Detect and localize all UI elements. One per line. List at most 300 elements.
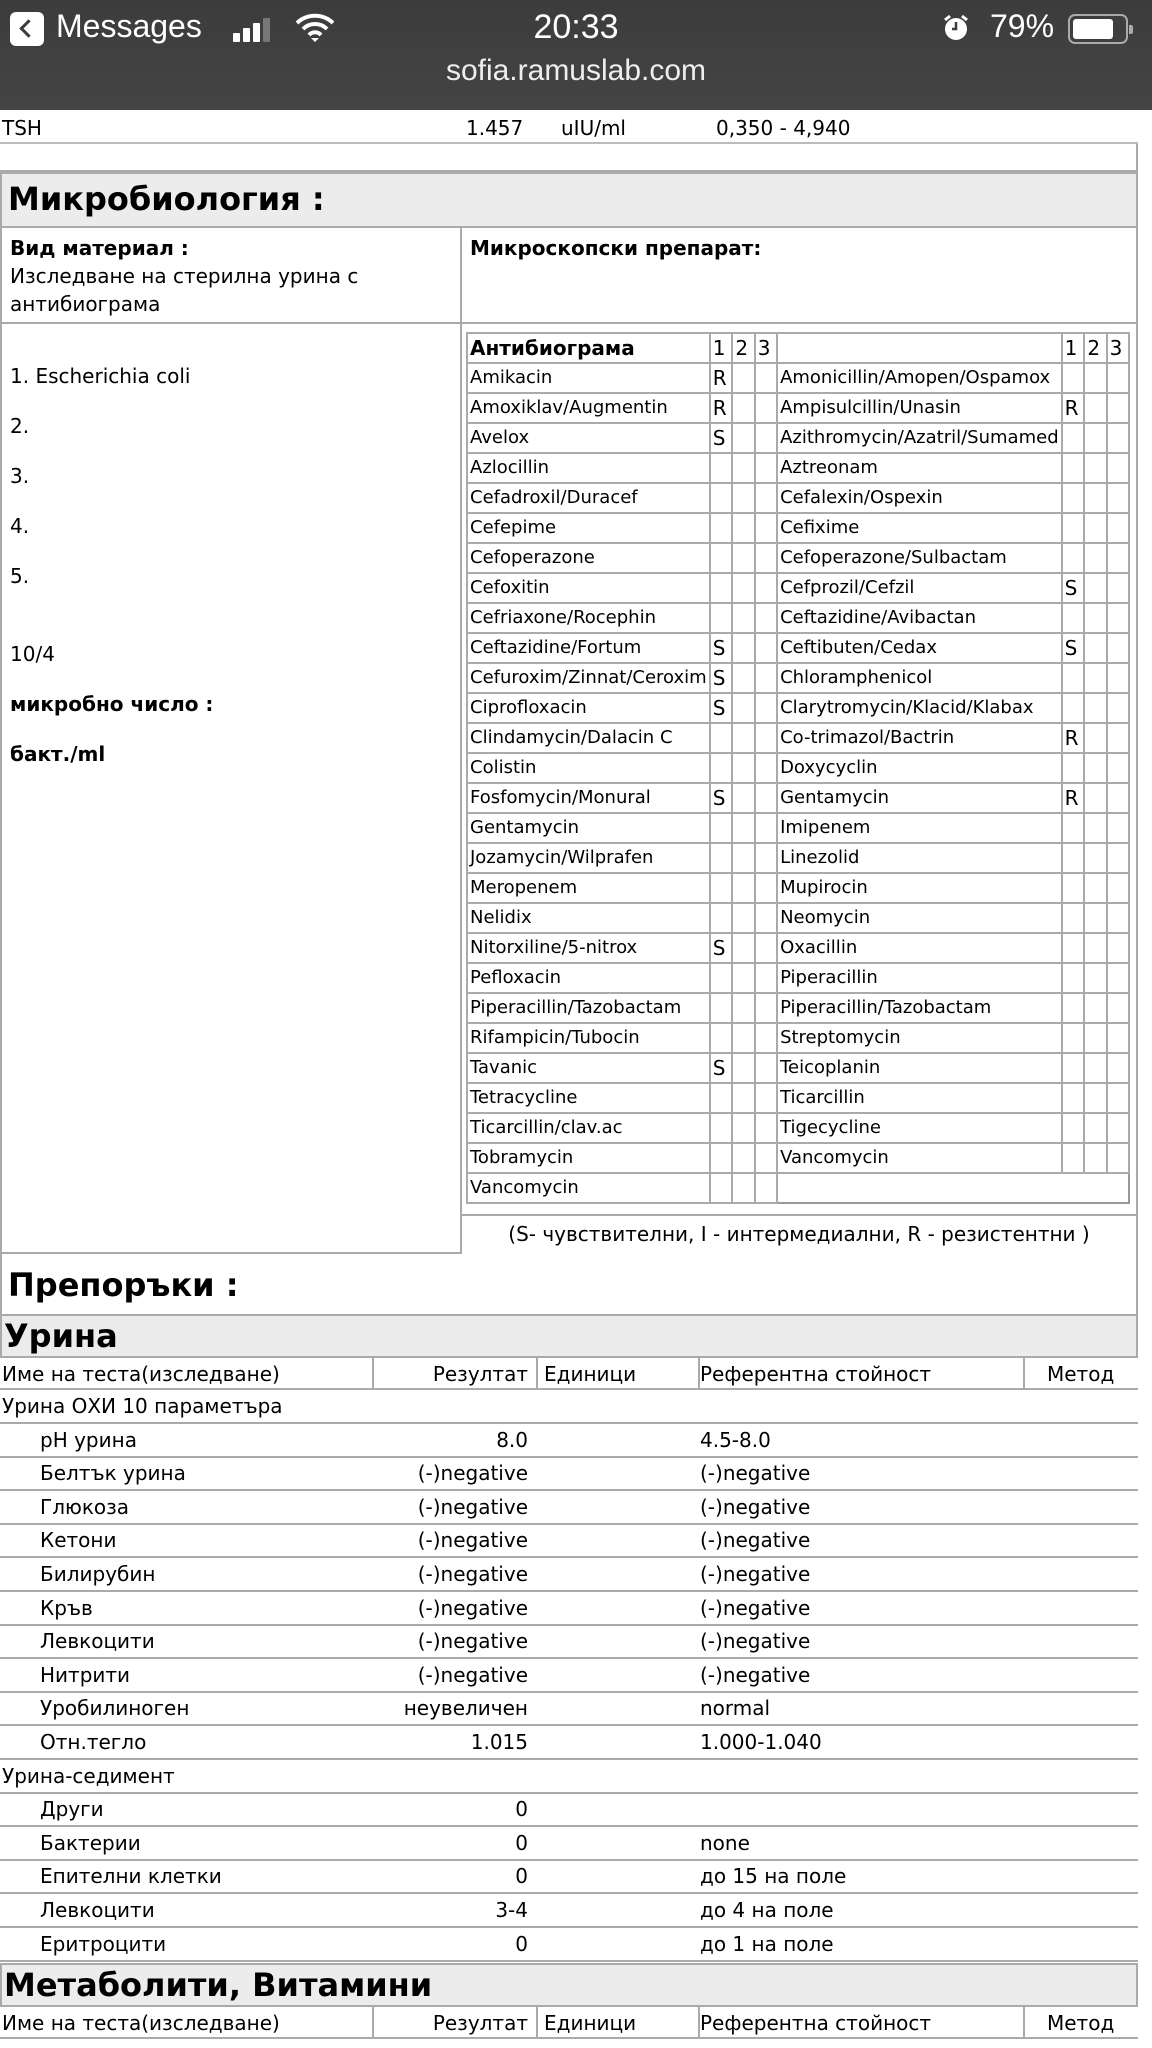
susceptibility-cell: [710, 1083, 733, 1113]
susceptibility-cell: [732, 663, 754, 693]
header-test-name: Име на теста(изследване): [2, 1362, 280, 1386]
susceptibility-cell: S: [710, 933, 733, 963]
antibiotic-name: Ceftibuten/Cedax: [777, 633, 1062, 663]
susceptibility-cell: [1062, 1143, 1085, 1173]
test-row: [0, 1726, 1138, 1760]
material-value: Изследване на стерилна урина с антибиограма: [10, 264, 359, 316]
tsh-row: [0, 110, 1138, 144]
susceptibility-cell: [1084, 393, 1106, 423]
test-reference: (-)negative: [700, 1562, 811, 1586]
susceptibility-cell: [1084, 1143, 1106, 1173]
url-bar[interactable]: sofia.ramuslab.com: [445, 54, 707, 87]
antibiogram-row: [467, 1113, 1129, 1143]
test-name: Епителни клетки: [40, 1864, 222, 1889]
susceptibility-cell: [1062, 933, 1085, 963]
susceptibility-cell: [1107, 423, 1129, 453]
susceptibility-cell: [755, 753, 777, 783]
antibiotic-name: Chloramphenicol: [777, 663, 1062, 693]
test-reference: (-)negative: [700, 1595, 811, 1620]
susceptibility-cell: [1084, 1113, 1106, 1143]
susceptibility-cell: [1107, 663, 1129, 693]
susceptibility-cell: [710, 963, 733, 993]
susceptibility-cell: R: [710, 363, 733, 393]
test-result: 0: [515, 1931, 528, 1956]
susceptibility-cell: [732, 933, 754, 963]
susceptibility-cell: [1062, 993, 1085, 1023]
antibiotic-name: Oxacillin: [777, 933, 1062, 963]
test-reference: (-)negative: [700, 1629, 811, 1654]
susceptibility-cell: [755, 843, 777, 873]
susceptibility-cell: [710, 513, 733, 543]
test-name: Други: [40, 1797, 104, 1822]
antibiotic-name: Clarytromycin/Klacid/Klabax: [777, 693, 1062, 723]
susceptibility-cell: [1107, 363, 1129, 393]
susceptibility-cell: [1084, 783, 1106, 813]
test-row: [0, 1524, 1138, 1558]
susceptibility-cell: [1084, 543, 1106, 573]
susceptibility-cell: S: [710, 423, 733, 453]
susceptibility-cell: [1084, 423, 1106, 453]
microbiology-title: Микробиология :: [0, 172, 1138, 228]
susceptibility-cell: [1107, 993, 1129, 1023]
susceptibility-cell: [1062, 363, 1085, 393]
susceptibility-cell: [755, 603, 777, 633]
header-method: Метод: [1047, 2011, 1115, 2035]
susceptibility-cell: [1107, 393, 1129, 423]
susceptibility-cell: [1084, 603, 1106, 633]
susceptibility-cell: [755, 783, 777, 813]
susceptibility-cell: [1062, 1053, 1085, 1083]
antibiotic-name: Doxycyclin: [777, 753, 1062, 783]
susceptibility-cell: [732, 363, 754, 393]
susceptibility-cell: S: [710, 633, 733, 663]
metabolites-section-title: Метаболити, Витамини: [0, 1963, 1138, 2007]
susceptibility-cell: R: [1062, 723, 1085, 753]
susceptibility-cell: [1084, 1023, 1106, 1053]
antibiogram-row: [467, 873, 1129, 903]
test-result: 0: [515, 1830, 528, 1855]
susceptibility-cell: [710, 1113, 733, 1143]
susceptibility-cell: [732, 993, 754, 1023]
susceptibility-cell: [710, 603, 733, 633]
antibiogram-row: [467, 603, 1129, 633]
header-units: Единици: [544, 2011, 637, 2035]
susceptibility-cell: [732, 873, 754, 903]
susceptibility-cell: [1107, 933, 1129, 963]
antibiotic-name: Amikacin: [467, 363, 710, 393]
antibiotic-name: Piperacillin/Tazobactam: [777, 993, 1062, 1023]
microscopy-label: Микроскопски препарат:: [462, 228, 1138, 324]
test-reference: (-)negative: [700, 1461, 811, 1486]
susceptibility-cell: [1107, 513, 1129, 543]
isolate-col-header: 3: [1107, 333, 1129, 363]
susceptibility-cell: [1084, 453, 1106, 483]
susceptibility-cell: [1107, 843, 1129, 873]
antibiogram-row: [467, 363, 1129, 393]
material-label: Вид материал :: [10, 236, 189, 260]
susceptibility-cell: [1084, 633, 1106, 663]
susceptibility-cell: [755, 873, 777, 903]
header-result: Резултат: [432, 1362, 528, 1386]
header-units: Единици: [544, 1362, 637, 1386]
antibiotic-name: Cefadroxil/Duracef: [467, 483, 710, 513]
susceptibility-cell: R: [1062, 783, 1085, 813]
antibiotic-name: Rifampicin/Tubocin: [467, 1023, 710, 1053]
susceptibility-cell: [1107, 1113, 1129, 1143]
test-reference: (-)negative: [700, 1494, 811, 1519]
antibiotic-name: Avelox: [467, 423, 710, 453]
microbial-count-value: 10/4: [10, 642, 55, 666]
test-reference: (-)negative: [700, 1662, 811, 1687]
susceptibility-cell: [732, 633, 754, 663]
test-reference: до 1 на поле: [700, 1931, 834, 1956]
isolate-col-header: 2: [1084, 333, 1106, 363]
susceptibility-cell: [710, 873, 733, 903]
susceptibility-cell: [1062, 663, 1085, 693]
susceptibility-cell: [1084, 873, 1106, 903]
antibiotic-name: Cefprozil/Cefzil: [777, 573, 1062, 603]
susceptibility-cell: [755, 1173, 777, 1203]
susceptibility-cell: [1107, 633, 1129, 663]
susceptibility-cell: [1107, 873, 1129, 903]
antibiotic-name: Cefalexin/Ospexin: [777, 483, 1062, 513]
susceptibility-cell: [732, 1113, 754, 1143]
test-result: (-)negative: [417, 1461, 528, 1486]
antibiogram-row: [467, 483, 1129, 513]
susceptibility-cell: S: [1062, 573, 1085, 603]
susceptibility-cell: [1084, 363, 1106, 393]
test-reference: none: [700, 1830, 750, 1855]
organism-4: 4.: [10, 514, 30, 538]
susceptibility-cell: [755, 453, 777, 483]
antibiotic-name: Pefloxacin: [467, 963, 710, 993]
susceptibility-cell: [1107, 1053, 1129, 1083]
tsh-reference: 0,350 - 4,940: [716, 116, 851, 140]
antibiotic-name: Cefepime: [467, 513, 710, 543]
susceptibility-cell: [1062, 603, 1085, 633]
antibiotic-name: Imipenem: [777, 813, 1062, 843]
antibiotic-name: Cefoxitin: [467, 573, 710, 603]
susceptibility-cell: [755, 633, 777, 663]
susceptibility-cell: [755, 1053, 777, 1083]
susceptibility-cell: [732, 1023, 754, 1053]
susceptibility-cell: [710, 573, 733, 603]
antibiotic-name: Piperacillin: [777, 963, 1062, 993]
antibiogram-row: [467, 933, 1129, 963]
susceptibility-cell: [732, 393, 754, 423]
antibiotic-name: Tavanic: [467, 1053, 710, 1083]
susceptibility-cell: [732, 1173, 754, 1203]
susceptibility-cell: [1107, 573, 1129, 603]
organism-5: 5.: [10, 564, 30, 588]
antibiotic-name: Cefoperazone/Sulbactam: [777, 543, 1062, 573]
susceptibility-cell: [755, 663, 777, 693]
antibiotic-name: Streptomycin: [777, 1023, 1062, 1053]
susceptibility-cell: [1084, 1053, 1106, 1083]
antibiotic-name: Piperacillin/Tazobactam: [467, 993, 710, 1023]
susceptibility-cell: [732, 963, 754, 993]
susceptibility-cell: [755, 483, 777, 513]
susceptibility-cell: [1107, 963, 1129, 993]
antibiotic-name: Amoxiklav/Augmentin: [467, 393, 710, 423]
susceptibility-cell: [1084, 693, 1106, 723]
header-test-name: Име на теста(изследване): [2, 2011, 280, 2035]
antibiotic-name: Azithromycin/Azatril/Sumamed: [777, 423, 1062, 453]
battery-icon: [1068, 14, 1128, 44]
susceptibility-cell: [710, 1023, 733, 1053]
susceptibility-cell: [1107, 903, 1129, 933]
antibiotic-name: Nitorxiline/5-nitrox: [467, 933, 710, 963]
susceptibility-cell: [1107, 1143, 1129, 1173]
susceptibility-cell: [732, 1083, 754, 1113]
susceptibility-cell: [1084, 663, 1106, 693]
test-name: Уробилиноген: [40, 1696, 190, 1721]
susceptibility-cell: [755, 1143, 777, 1173]
antibiotic-name: Ticarcillin/clav.ac: [467, 1113, 710, 1143]
antibiogram-table: [466, 332, 1130, 1204]
antibiotic-name: Mupirocin: [777, 873, 1062, 903]
antibiogram-row: [467, 453, 1129, 483]
susceptibility-cell: [755, 1083, 777, 1113]
antibiotic-name: Teicoplanin: [777, 1053, 1062, 1083]
microbial-count-label: микробно число :: [10, 692, 214, 716]
isolate-col-header: 1: [1062, 333, 1085, 363]
susceptibility-cell: [732, 483, 754, 513]
susceptibility-cell: [732, 423, 754, 453]
antibiotic-name: Nelidix: [467, 903, 710, 933]
susceptibility-cell: S: [710, 783, 733, 813]
antibiogram-row: [467, 783, 1129, 813]
susceptibility-cell: [1107, 483, 1129, 513]
antibiotic-name: Ceftazidine/Fortum: [467, 633, 710, 663]
test-result: 3-4: [495, 1898, 528, 1922]
antibiotic-name: Ampisulcillin/Unasin: [777, 393, 1062, 423]
antibiotic-name: Gentamycin: [467, 813, 710, 843]
antibiogram-row: [467, 1083, 1129, 1113]
organism-2: 2.: [10, 414, 30, 438]
urine-table-header: [0, 1358, 1138, 1390]
test-result: (-)negative: [417, 1494, 528, 1519]
tsh-result: 1.457: [466, 116, 524, 140]
susceptibility-cell: [755, 993, 777, 1023]
susceptibility-cell: [1107, 723, 1129, 753]
antibiotic-name: Linezolid: [777, 843, 1062, 873]
test-name: Левкоцити: [40, 1898, 155, 1922]
microbial-count-unit: бакт./ml: [10, 742, 106, 766]
organism-1: 1. Escherichia coli: [10, 364, 191, 388]
antibiotic-name: Ceftazidine/Avibactan: [777, 603, 1062, 633]
test-name: Кетони: [40, 1528, 117, 1553]
test-row: [0, 1894, 1138, 1928]
sensitivity-legend: (S- чувствителни, I - интермедиални, R - резистентни ): [462, 1214, 1138, 1254]
susceptibility-cell: [732, 753, 754, 783]
antibiotic-name: Amonicillin/Amopen/Ospamox: [777, 363, 1062, 393]
metabolites-table-header: [0, 2007, 1138, 2039]
back-to-messages-link[interactable]: Messages: [56, 8, 202, 44]
susceptibility-cell: [1062, 753, 1085, 783]
susceptibility-cell: [710, 813, 733, 843]
test-row: [0, 1793, 1138, 1827]
test-result: неувеличен: [403, 1696, 528, 1721]
susceptibility-cell: [732, 1053, 754, 1083]
test-name: Бактерии: [40, 1830, 141, 1855]
susceptibility-cell: S: [710, 1053, 733, 1083]
test-row: [0, 1457, 1138, 1491]
susceptibility-cell: [732, 453, 754, 483]
susceptibility-cell: R: [1062, 393, 1085, 423]
susceptibility-cell: [755, 723, 777, 753]
antibiogram-row: [467, 843, 1129, 873]
susceptibility-cell: [1107, 783, 1129, 813]
susceptibility-cell: [710, 543, 733, 573]
antibiotic-name: Cefoperazone: [467, 543, 710, 573]
susceptibility-cell: [1062, 483, 1085, 513]
antibiogram-row: [467, 753, 1129, 783]
antibiogram-row: [467, 1053, 1129, 1083]
antibiotic-name: Gentamycin: [777, 783, 1062, 813]
test-name: Белтък урина: [40, 1461, 186, 1486]
susceptibility-cell: [710, 723, 733, 753]
antibiogram-row: [467, 993, 1129, 1023]
organisms-column: [0, 324, 462, 1254]
test-name: Еритроцити: [40, 1931, 167, 1956]
susceptibility-cell: [732, 573, 754, 603]
susceptibility-cell: [1084, 573, 1106, 603]
susceptibility-cell: [1084, 933, 1106, 963]
test-reference: (-)negative: [700, 1528, 811, 1553]
susceptibility-cell: [732, 543, 754, 573]
test-reference: до 4 на поле: [700, 1898, 834, 1922]
test-result: (-)negative: [417, 1562, 528, 1586]
susceptibility-cell: [1107, 543, 1129, 573]
test-result: (-)negative: [417, 1629, 528, 1654]
test-row: [0, 1491, 1138, 1525]
test-row: [0, 1625, 1138, 1659]
isolate-col-header: 3: [755, 333, 777, 363]
test-name: Урина ОХИ 10 параметъра: [2, 1394, 283, 1418]
susceptibility-cell: [755, 543, 777, 573]
susceptibility-cell: [1107, 813, 1129, 843]
antibiogram-row: [467, 393, 1129, 423]
antibiogram-row: [467, 513, 1129, 543]
antibiotic-name: Colistin: [467, 753, 710, 783]
antibiotic-name: Vancomycin: [467, 1173, 710, 1203]
susceptibility-cell: S: [710, 693, 733, 723]
susceptibility-cell: [1084, 723, 1106, 753]
antibiotic-name: Tetracycline: [467, 1083, 710, 1113]
antibiotic-name: Neomycin: [777, 903, 1062, 933]
test-name: Билирубин: [40, 1562, 156, 1586]
antibiogram-row: [467, 903, 1129, 933]
susceptibility-cell: [755, 573, 777, 603]
susceptibility-cell: [1107, 1023, 1129, 1053]
antibiogram-row: [467, 723, 1129, 753]
susceptibility-cell: [1084, 903, 1106, 933]
antibiotic-name: Azlocillin: [467, 453, 710, 483]
susceptibility-cell: [1084, 513, 1106, 543]
antibiogram-row: [467, 633, 1129, 663]
ios-status-bar: [0, 0, 1152, 110]
antibiotic-name: Vancomycin: [777, 1143, 1062, 1173]
susceptibility-cell: [710, 483, 733, 513]
susceptibility-cell: [732, 843, 754, 873]
susceptibility-cell: [1107, 1083, 1129, 1113]
test-reference: 4.5-8.0: [700, 1427, 771, 1452]
susceptibility-cell: [755, 903, 777, 933]
susceptibility-cell: [710, 753, 733, 783]
status-time: 20:33: [533, 8, 619, 46]
susceptibility-cell: [1062, 1083, 1085, 1113]
antibiotic-name: Jozamycin/Wilprafen: [467, 843, 710, 873]
susceptibility-cell: [755, 693, 777, 723]
isolate-col-header: 1: [710, 333, 733, 363]
susceptibility-cell: [1062, 813, 1085, 843]
antibiogram-row: [467, 573, 1129, 603]
susceptibility-cell: [732, 603, 754, 633]
antibiogram-row: [467, 1143, 1129, 1173]
susceptibility-cell: S: [710, 663, 733, 693]
susceptibility-cell: [1084, 813, 1106, 843]
urine-section-title: Урина: [0, 1314, 1138, 1358]
test-result: 8.0: [496, 1427, 528, 1452]
susceptibility-cell: [755, 393, 777, 423]
antibiotic-name: Tigecycline: [777, 1113, 1062, 1143]
antibiotic-name: Co-trimazol/Bactrin: [777, 723, 1062, 753]
susceptibility-cell: [710, 1143, 733, 1173]
susceptibility-cell: [1062, 543, 1085, 573]
antibiogram-row: [467, 423, 1129, 453]
susceptibility-cell: [755, 363, 777, 393]
susceptibility-cell: [1107, 453, 1129, 483]
susceptibility-cell: [732, 813, 754, 843]
susceptibility-cell: [755, 813, 777, 843]
antibiogram-row: [467, 1173, 1129, 1203]
spacer-row: [0, 144, 1138, 172]
susceptibility-cell: [732, 783, 754, 813]
susceptibility-cell: [1107, 753, 1129, 783]
header-method: Метод: [1047, 1362, 1115, 1386]
test-group-row: [0, 1760, 1138, 1794]
susceptibility-cell: [1062, 693, 1085, 723]
susceptibility-cell: [1107, 603, 1129, 633]
test-reference: normal: [700, 1696, 771, 1721]
material-cell: [0, 228, 462, 324]
test-row: [0, 1592, 1138, 1626]
susceptibility-cell: [1062, 873, 1085, 903]
susceptibility-cell: [732, 513, 754, 543]
susceptibility-cell: [1084, 753, 1106, 783]
susceptibility-cell: [710, 993, 733, 1023]
header-result: Резултат: [432, 2011, 528, 2035]
antibiogram-row: [467, 543, 1129, 573]
header-reference: Референтна стойност: [700, 1362, 932, 1386]
susceptibility-cell: [1062, 963, 1085, 993]
test-group-row: [0, 1390, 1138, 1424]
test-row: [0, 1928, 1138, 1962]
test-name: Отн.тегло: [40, 1730, 147, 1754]
susceptibility-cell: R: [710, 393, 733, 423]
susceptibility-cell: [1084, 963, 1106, 993]
antibiogram-row: [467, 813, 1129, 843]
test-name: Кръв: [40, 1595, 93, 1620]
susceptibility-cell: S: [1062, 633, 1085, 663]
test-result: 0: [515, 1797, 528, 1822]
test-name: Глюкоза: [40, 1494, 130, 1519]
antibiogram-row: [467, 693, 1129, 723]
test-name: Урина-седимент: [2, 1763, 175, 1788]
susceptibility-cell: [1062, 513, 1085, 543]
isolate-col-header: 2: [732, 333, 754, 363]
